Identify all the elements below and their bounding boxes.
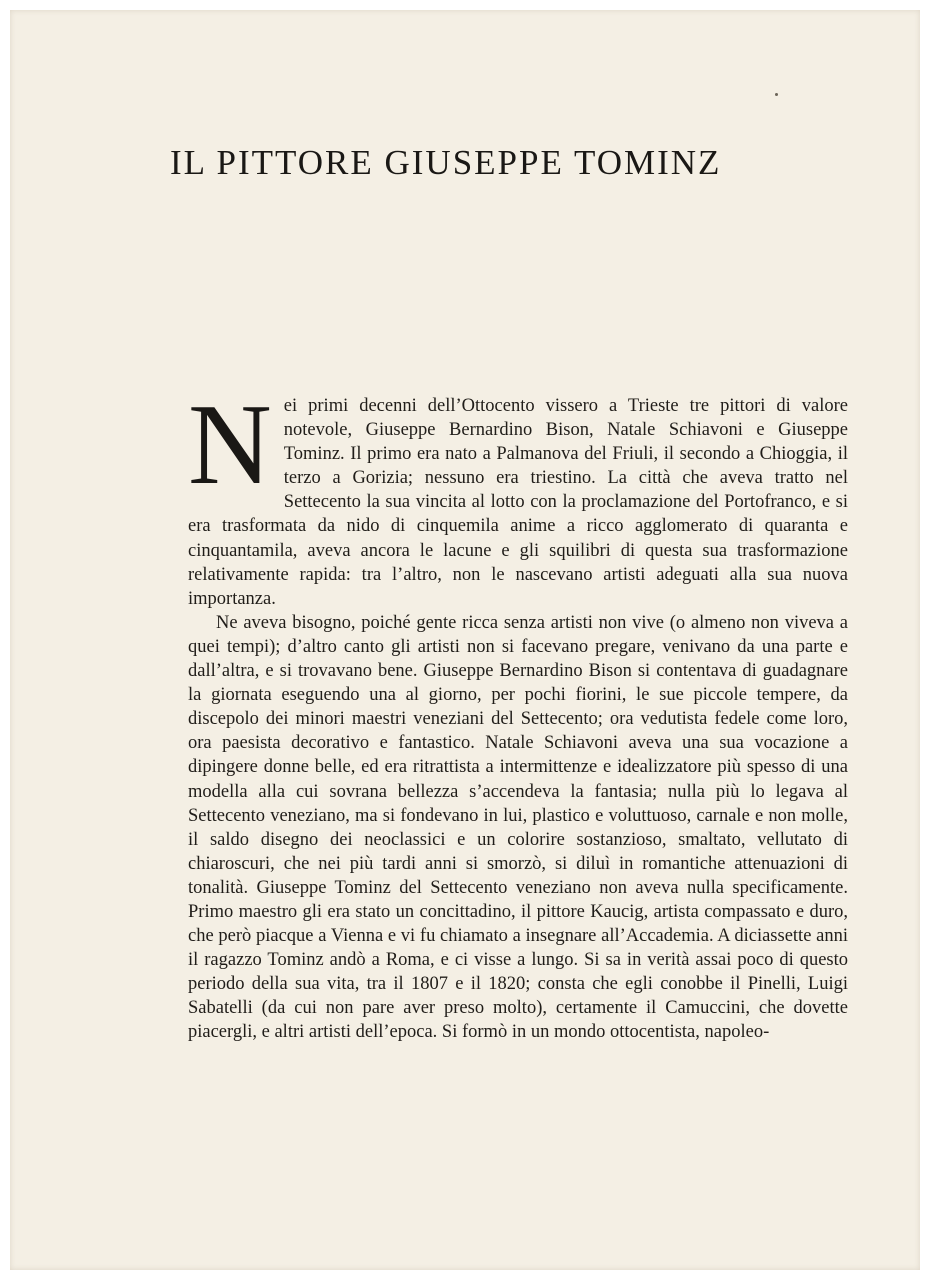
paper-speck bbox=[775, 93, 778, 96]
drop-cap: N bbox=[188, 381, 272, 509]
book-page bbox=[10, 10, 920, 1270]
page-title: IL PITTORE GIUSEPPE TOMINZ bbox=[170, 143, 722, 182]
paragraph-1 bbox=[188, 381, 848, 611]
article-body bbox=[188, 381, 848, 1045]
paragraph-1-text: ei primi decenni dell’Ottocento vissero a Trieste tre pittori di valore notevole, Giuseppe Bernardino Bison, Natale Schiavoni e Giuseppe Tominz. Il primo era nato a Palmanova del Friuli, il secondo a Chioggia, il terzo a Gorizia; nessuno era triestino. La città che aveva tratto nel Settecento la sua vincita al lotto con la proclamazione del Portofranco, e si era trasformata da nido di cinquemila anime a ricco agglomerato di quaranta e cinquantamila, aveva ancora le lacune e gli squilibri di questa sua trasformazione relativamente rapida: tra l’altro, non le nascevano artisti adeguati alla sua nuova importanza. bbox=[188, 396, 848, 609]
paragraph-2: Ne aveva bisogno, poiché gente ricca senza artisti non vive (o almeno non viveva a quei tempi); d’altro canto gli artisti non si facevano pregare, venivano da una parte e dall’altra, e si trovavano bene. Giuseppe Bernardino Bison si contentava di guadagnare la giornata eseguendo una al giorno, per pochi fiorini, le sue piccole tempere, da discepolo dei minori maestri veneziani del Settecento; ora vedutista fedele come loro, ora paesista decorativo e fantastico. Natale Schiavoni aveva una sua vocazione a dipingere donne belle, ed era ritrattista a intermittenze e idealizzatore più spesso di una modella alla cui sovrana bellezza s’accendeva la fantasia; nulla più lo legava al Settecento veneziano, ma si fondevano in lui, plastico e voluttuoso, carnale e non molle, il saldo disegno dei neoclassici e un colorire sostanzioso, smaltato, vellutato di chiaroscuri, che nei più tardi anni si smorzò, si diluì in romantiche attenuazioni di tonalità. Giuseppe Tominz del Settecento veneziano non aveva nulla specificamente. Primo maestro gli era stato un concittadino, il pittore Kaucig, artista compassato e duro, che però piacque a Vienna e vi fu chiamato a insegnare all’Accademia. A diciassette anni il ragazzo Tominz andò a Roma, e ci visse a lungo. Si sa in verità assai poco di questo periodo della sua vita, tra il 1807 e il 1820; consta che egli conobbe il Pinelli, Luigi Sabatelli (da cui non pare aver preso molto), certamente il Camuccini, che dovette piacergli, e altri artisti dell’epoca. Si formò in un mondo ottocentista, napoleo- bbox=[188, 612, 848, 1043]
